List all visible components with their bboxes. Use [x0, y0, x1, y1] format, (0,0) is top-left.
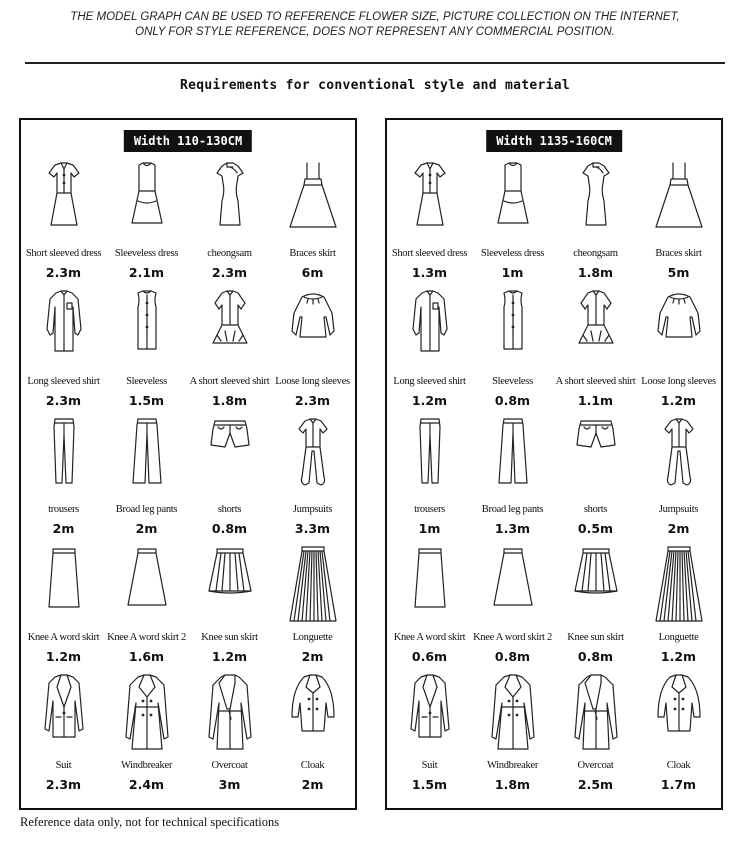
- overcoat-icon: [572, 672, 620, 757]
- garment-name: Knee sun skirt: [567, 632, 624, 643]
- long-pleated-skirt-icon: [655, 544, 703, 629]
- long-sleeved-shirt-icon: [406, 288, 454, 363]
- flared-skirt-icon: [489, 544, 537, 619]
- garment-name: Long sleeved shirt: [27, 376, 100, 387]
- jumpsuit-icon: [655, 416, 703, 491]
- garment-name: Long sleeved shirt: [393, 376, 466, 387]
- garment-item: [637, 158, 720, 286]
- fabric-amount: 1m: [418, 521, 441, 536]
- fabric-amount: 0.8m: [577, 649, 614, 664]
- fabric-amount: 0.8m: [494, 393, 531, 408]
- braces-skirt-icon: [289, 160, 337, 235]
- garment-name: trousers: [48, 504, 79, 515]
- garment-item: [471, 414, 554, 542]
- garment-name: A short sleeved shirt: [555, 376, 636, 387]
- overcoat-icon: [206, 672, 254, 757]
- cheongsam-icon: [572, 160, 620, 235]
- suit-icon: [40, 672, 88, 747]
- garment-name: Jumpsuits: [292, 504, 333, 515]
- garment-name: Knee A word skirt: [27, 632, 100, 643]
- garment-name: Overcoat: [211, 760, 248, 771]
- fabric-amount: 1.6m: [128, 649, 165, 664]
- a-line-skirt-icon: [40, 544, 88, 619]
- garment-name: Short sleeved dress: [391, 248, 468, 259]
- trousers-icon: [40, 416, 88, 491]
- garment-item: [105, 286, 188, 414]
- garment-item: [22, 414, 105, 542]
- garment-item: [388, 414, 471, 542]
- shorts-icon: [206, 416, 254, 491]
- fabric-amount: 3m: [218, 777, 241, 792]
- garment-name: Knee A word skirt: [393, 632, 466, 643]
- garment-item: [105, 670, 188, 798]
- panel-narrow-width: [19, 118, 357, 810]
- garment-name: Cloak: [666, 760, 691, 771]
- garment-name: Broad leg pants: [481, 504, 544, 515]
- fabric-amount: 1.8m: [494, 777, 531, 792]
- long-sleeved-shirt-icon: [40, 288, 88, 363]
- short-sleeved-dress-icon: [40, 160, 88, 235]
- garment-item: [271, 414, 354, 542]
- garment-name: Knee A word skirt 2: [107, 632, 186, 643]
- sleeveless-dress-icon: [123, 160, 171, 235]
- flared-skirt-icon: [123, 544, 171, 619]
- garment-item: [471, 158, 554, 286]
- garment-name: Overcoat: [577, 760, 614, 771]
- fabric-amount: 2.3m: [45, 265, 82, 280]
- garment-name: Knee sun skirt: [201, 632, 258, 643]
- braces-skirt-icon: [655, 160, 703, 235]
- garment-item: [637, 670, 720, 798]
- fabric-amount: 2.3m: [294, 393, 331, 408]
- fabric-amount: 1.2m: [45, 649, 82, 664]
- fabric-amount: 2.1m: [128, 265, 165, 280]
- loose-blouse-icon: [289, 288, 337, 363]
- garment-name: Short sleeved dress: [25, 248, 102, 259]
- loose-blouse-icon: [655, 288, 703, 363]
- fabric-amount: 1.3m: [411, 265, 448, 280]
- garment-name: cheongsam: [573, 248, 618, 259]
- suit-icon: [406, 672, 454, 747]
- cloak-icon: [655, 672, 703, 747]
- fabric-amount: 2m: [52, 521, 75, 536]
- garment-name: Longuette: [658, 632, 699, 643]
- fabric-amount: 1.2m: [411, 393, 448, 408]
- garment-item: [554, 414, 637, 542]
- garment-name: Sleeveless dress: [114, 248, 179, 259]
- garment-name: trousers: [414, 504, 445, 515]
- garment-item: [388, 670, 471, 798]
- broad-leg-pants-icon: [123, 416, 171, 491]
- fabric-amount: 0.8m: [211, 521, 248, 536]
- garment-name: Sleeveless: [126, 376, 167, 387]
- fabric-amount: 2m: [301, 777, 324, 792]
- fabric-amount: 1.7m: [660, 777, 697, 792]
- trousers-icon: [406, 416, 454, 491]
- garment-name: Cloak: [300, 760, 325, 771]
- fabric-amount: 2.3m: [45, 777, 82, 792]
- garment-grid: [21, 158, 355, 804]
- disclaimer-line-1: THE MODEL GRAPH CAN BE USED TO REFERENCE FLOWER SIZE, PICTURE COLLECTION ON THE INTERNET,: [70, 11, 680, 23]
- trench-coat-icon: [123, 672, 171, 757]
- garment-item: [188, 414, 271, 542]
- fabric-amount: 2m: [667, 521, 690, 536]
- fabric-amount: 2.4m: [128, 777, 165, 792]
- cheongsam-icon: [206, 160, 254, 235]
- panel-wide-width: [385, 118, 723, 810]
- garment-item: [554, 670, 637, 798]
- sleeveless-top-icon: [489, 288, 537, 363]
- fabric-amount: 0.6m: [411, 649, 448, 664]
- garment-name: Broad leg pants: [115, 504, 178, 515]
- garment-item: [388, 542, 471, 670]
- garment-item: [637, 286, 720, 414]
- garment-item: [105, 542, 188, 670]
- sleeveless-dress-icon: [489, 160, 537, 235]
- broad-leg-pants-icon: [489, 416, 537, 491]
- garment-name: cheongsam: [207, 248, 252, 259]
- garment-item: [271, 158, 354, 286]
- fabric-amount: 2m: [135, 521, 158, 536]
- trench-coat-icon: [489, 672, 537, 757]
- fabric-amount: 1.2m: [660, 393, 697, 408]
- garment-item: [188, 542, 271, 670]
- fabric-amount: 0.5m: [577, 521, 614, 536]
- garment-item: [554, 286, 637, 414]
- long-pleated-skirt-icon: [289, 544, 337, 629]
- fabric-amount: 0.8m: [494, 649, 531, 664]
- garment-name: Knee A word skirt 2: [473, 632, 552, 643]
- fabric-amount: 2.3m: [45, 393, 82, 408]
- short-sleeved-shirt-icon: [572, 288, 620, 363]
- fabric-amount: 1.3m: [494, 521, 531, 536]
- garment-item: [22, 542, 105, 670]
- garment-item: [22, 670, 105, 798]
- fabric-amount: 2m: [301, 649, 324, 664]
- garment-item: [637, 414, 720, 542]
- fabric-amount: 1.2m: [660, 649, 697, 664]
- garment-item: [388, 158, 471, 286]
- garment-item: [471, 286, 554, 414]
- garment-name: shorts: [217, 504, 242, 515]
- garment-item: [637, 542, 720, 670]
- sleeveless-top-icon: [123, 288, 171, 363]
- garment-item: [22, 158, 105, 286]
- width-badge: Width 110-130CM: [124, 130, 252, 152]
- a-line-skirt-icon: [406, 544, 454, 619]
- garment-item: [271, 286, 354, 414]
- shorts-icon: [572, 416, 620, 491]
- pleated-skirt-icon: [572, 544, 620, 619]
- garment-name: Jumpsuits: [658, 504, 699, 515]
- garment-grid: [387, 158, 721, 804]
- garment-item: [554, 542, 637, 670]
- garment-name: A short sleeved shirt: [189, 376, 270, 387]
- garment-item: [188, 670, 271, 798]
- divider: [25, 62, 725, 64]
- fabric-amount: 1.8m: [577, 265, 614, 280]
- garment-name: Loose long sleeves: [641, 376, 716, 387]
- garment-name: Braces skirt: [655, 248, 702, 259]
- fabric-amount: 2.3m: [211, 265, 248, 280]
- garment-item: [188, 286, 271, 414]
- short-sleeved-dress-icon: [406, 160, 454, 235]
- garment-name: Windbreaker: [120, 760, 173, 771]
- garment-name: shorts: [583, 504, 608, 515]
- fabric-amount: 5m: [667, 265, 690, 280]
- fabric-amount: 2.5m: [577, 777, 614, 792]
- garment-item: [271, 542, 354, 670]
- fabric-amount: 1.5m: [128, 393, 165, 408]
- garment-name: Sleeveless dress: [480, 248, 545, 259]
- garment-name: Windbreaker: [486, 760, 539, 771]
- page-subtitle: Requirements for conventional style and material: [179, 78, 571, 93]
- garment-name: Braces skirt: [289, 248, 336, 259]
- garment-name: Loose long sleeves: [275, 376, 350, 387]
- fabric-amount: 1.2m: [211, 649, 248, 664]
- jumpsuit-icon: [289, 416, 337, 491]
- garment-name: Suit: [55, 760, 72, 771]
- pleated-skirt-icon: [206, 544, 254, 619]
- garment-name: Sleeveless: [492, 376, 533, 387]
- garment-item: [22, 286, 105, 414]
- garment-name: Suit: [421, 760, 438, 771]
- fabric-amount: 1m: [501, 265, 524, 280]
- footnote: Reference data only, not for technical specifications: [20, 815, 280, 829]
- fabric-amount: 3.3m: [294, 521, 331, 536]
- short-sleeved-shirt-icon: [206, 288, 254, 363]
- fabric-amount: 1.5m: [411, 777, 448, 792]
- fabric-amount: 1.1m: [577, 393, 614, 408]
- garment-item: [105, 414, 188, 542]
- disclaimer-line-2: ONLY FOR STYLE REFERENCE, DOES NOT REPRESENT ANY COMMERCIAL POSITION.: [135, 26, 615, 38]
- fabric-amount: 6m: [301, 265, 324, 280]
- garment-item: [271, 670, 354, 798]
- garment-item: [471, 670, 554, 798]
- garment-name: Longuette: [292, 632, 333, 643]
- disclaimer: [0, 10, 750, 40]
- garment-item: [388, 286, 471, 414]
- garment-item: [471, 542, 554, 670]
- fabric-amount: 1.8m: [211, 393, 248, 408]
- garment-item: [105, 158, 188, 286]
- garment-item: [554, 158, 637, 286]
- width-badge: Width 1135-160CM: [486, 130, 622, 152]
- garment-item: [188, 158, 271, 286]
- cloak-icon: [289, 672, 337, 747]
